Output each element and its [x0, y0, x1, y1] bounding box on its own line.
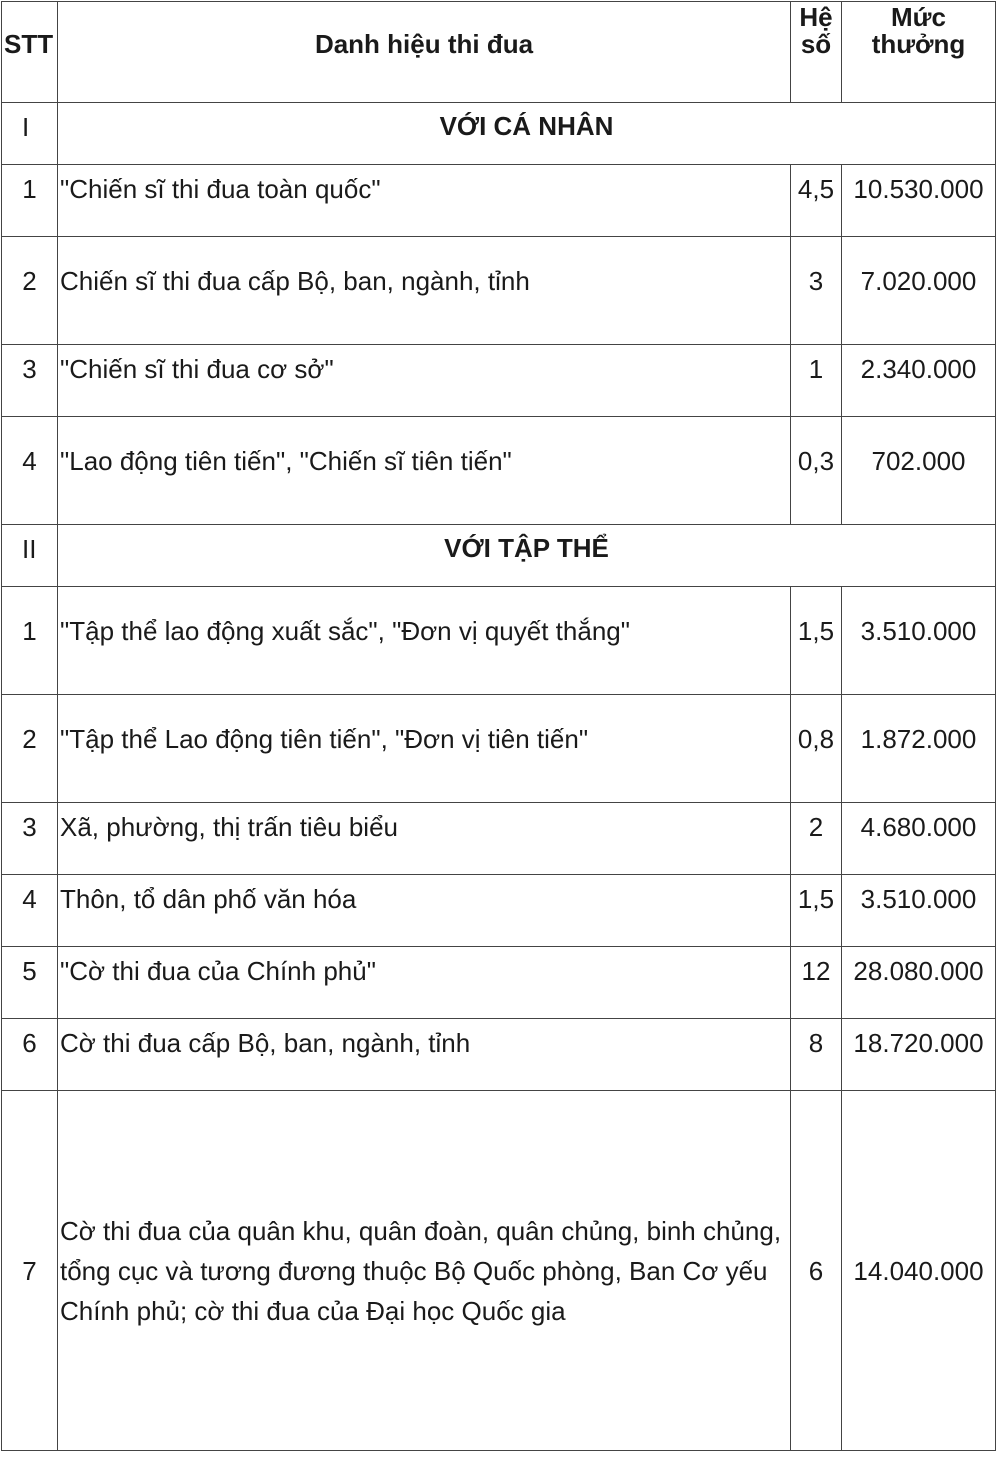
- row-stt: 4: [2, 875, 58, 947]
- row-stt: 5: [2, 947, 58, 1019]
- section-number: I: [2, 103, 58, 165]
- row-coefficient: 12: [791, 947, 842, 1019]
- row-title: "Chiến sĩ thi đua cơ sở": [58, 345, 791, 417]
- table-row: [2, 947, 996, 1019]
- header-stt: STT: [2, 2, 58, 103]
- header-amount: Mức thưởng: [842, 2, 996, 103]
- row-coefficient: 1,5: [791, 875, 842, 947]
- row-title: "Cờ thi đua của Chính phủ": [58, 947, 791, 1019]
- row-coefficient: 1: [791, 345, 842, 417]
- row-amount: 3.510.000: [842, 875, 996, 947]
- row-coefficient: 1,5: [791, 587, 842, 695]
- table-row: [2, 1019, 996, 1091]
- row-amount: 28.080.000: [842, 947, 996, 1019]
- row-stt: 1: [2, 165, 58, 237]
- row-amount: 2.340.000: [842, 345, 996, 417]
- table-row: [2, 803, 996, 875]
- table-row: [2, 875, 996, 947]
- row-title: Xã, phường, thị trấn tiêu biểu: [58, 803, 791, 875]
- section-row-collective: [2, 525, 996, 587]
- row-stt: 7: [2, 1091, 58, 1451]
- row-title: "Tập thể Lao động tiên tiến", "Đơn vị tiên tiến": [58, 695, 791, 803]
- section-row-individual: [2, 103, 996, 165]
- row-stt: 1: [2, 587, 58, 695]
- row-coefficient: 4,5: [791, 165, 842, 237]
- row-amount: 7.020.000: [842, 237, 996, 345]
- row-amount: 3.510.000: [842, 587, 996, 695]
- header-row: [2, 2, 996, 103]
- table-row: [2, 237, 996, 345]
- header-coefficient: Hệ số: [791, 2, 842, 103]
- row-amount: 14.040.000: [842, 1091, 996, 1451]
- row-stt: 3: [2, 345, 58, 417]
- section-number: II: [2, 525, 58, 587]
- row-coefficient: 6: [791, 1091, 842, 1451]
- row-title: Cờ thi đua của quân khu, quân đoàn, quân chủng, binh chủng, tổng cục và tương đương thuộc Bộ Quốc phòng, Ban Cơ yếu Chính phủ; cờ thi đua của Đại học Quốc gia: [58, 1091, 791, 1451]
- row-amount: 1.872.000: [842, 695, 996, 803]
- row-amount: 18.720.000: [842, 1019, 996, 1091]
- row-coefficient: 8: [791, 1019, 842, 1091]
- section-title: VỚI CÁ NHÂN: [58, 103, 996, 165]
- header-title: Danh hiệu thi đua: [58, 2, 791, 103]
- section-title: VỚI TẬP THỂ: [58, 525, 996, 587]
- row-stt: 4: [2, 417, 58, 525]
- row-amount: 4.680.000: [842, 803, 996, 875]
- row-stt: 3: [2, 803, 58, 875]
- row-stt: 6: [2, 1019, 58, 1091]
- row-stt: 2: [2, 237, 58, 345]
- table-row: [2, 417, 996, 525]
- row-coefficient: 2: [791, 803, 842, 875]
- row-title: "Tập thể lao động xuất sắc", "Đơn vị quyết thắng": [58, 587, 791, 695]
- table-row: [2, 1091, 996, 1451]
- row-coefficient: 3: [791, 237, 842, 345]
- row-title: "Chiến sĩ thi đua toàn quốc": [58, 165, 791, 237]
- row-amount: 702.000: [842, 417, 996, 525]
- row-coefficient: 0,8: [791, 695, 842, 803]
- row-coefficient: 0,3: [791, 417, 842, 525]
- table-row: [2, 345, 996, 417]
- reward-table: [1, 1, 996, 1451]
- row-title: Cờ thi đua cấp Bộ, ban, ngành, tỉnh: [58, 1019, 791, 1091]
- row-stt: 2: [2, 695, 58, 803]
- row-title: "Lao động tiên tiến", "Chiến sĩ tiên tiến": [58, 417, 791, 525]
- row-title: Chiến sĩ thi đua cấp Bộ, ban, ngành, tỉnh: [58, 237, 791, 345]
- row-amount: 10.530.000: [842, 165, 996, 237]
- table-row: [2, 165, 996, 237]
- table-row: [2, 587, 996, 695]
- row-title: Thôn, tổ dân phố văn hóa: [58, 875, 791, 947]
- table-row: [2, 695, 996, 803]
